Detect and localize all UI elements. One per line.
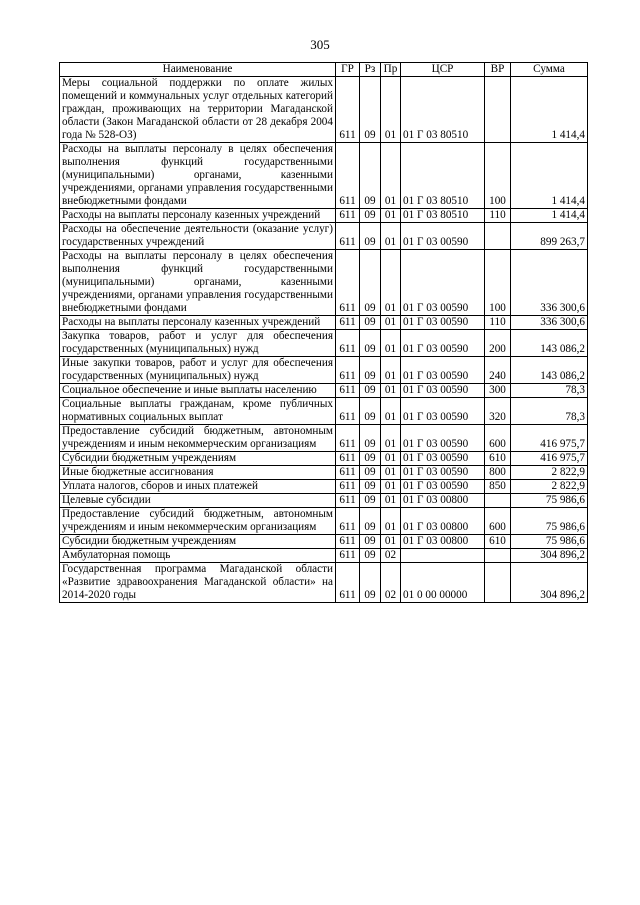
- cell-rz: 09: [360, 398, 381, 425]
- table-row: [60, 452, 588, 466]
- cell-sum: 336 300,6: [511, 250, 588, 316]
- cell-gr: 611: [336, 508, 360, 535]
- table-row: [60, 398, 588, 425]
- cell-rz: 09: [360, 330, 381, 357]
- cell-name: Расходы на обеспечение деятельности (оказание услуг) государственных учреждений: [60, 223, 336, 250]
- cell-csr: 01 Г 03 00590: [401, 357, 485, 384]
- cell-rz: 09: [360, 209, 381, 223]
- header-sum: Сумма: [511, 63, 588, 77]
- cell-name: Расходы на выплаты персоналу в целях обеспечения выполнения функций государственными (муниципальными) органами, казенными учреждениями, органами управления государственными внебюджетными фондами: [60, 250, 336, 316]
- cell-csr: 01 Г 03 00800: [401, 535, 485, 549]
- cell-pr: 01: [381, 357, 401, 384]
- cell-rz: 09: [360, 425, 381, 452]
- cell-vr: 800: [485, 466, 511, 480]
- budget-table: [59, 62, 588, 603]
- cell-pr: 02: [381, 563, 401, 603]
- cell-csr: 01 Г 03 00590: [401, 250, 485, 316]
- table-row: [60, 508, 588, 535]
- page-number: 305: [310, 37, 330, 52]
- cell-gr: 611: [336, 480, 360, 494]
- cell-name: Уплата налогов, сборов и иных платежей: [60, 480, 336, 494]
- cell-pr: 01: [381, 535, 401, 549]
- cell-gr: 611: [336, 250, 360, 316]
- cell-gr: 611: [336, 330, 360, 357]
- table-row: [60, 480, 588, 494]
- cell-name: Меры социальной поддержки по оплате жилых помещений и коммунальных услуг отдельных категорий граждан, проживающих на территории Магаданской области (Закон Магаданской области от 28 декабря 2004 года № 528-ОЗ): [60, 77, 336, 143]
- cell-sum: 304 896,2: [511, 563, 588, 603]
- cell-vr: 600: [485, 425, 511, 452]
- header-name: Наименование: [60, 63, 336, 77]
- cell-name: Иные бюджетные ассигнования: [60, 466, 336, 480]
- cell-name: Целевые субсидии: [60, 494, 336, 508]
- cell-sum: 304 896,2: [511, 549, 588, 563]
- table-row: [60, 223, 588, 250]
- cell-vr: [485, 223, 511, 250]
- cell-pr: 01: [381, 480, 401, 494]
- cell-vr: 240: [485, 357, 511, 384]
- cell-csr: 01 Г 03 00590: [401, 480, 485, 494]
- cell-pr: 01: [381, 143, 401, 209]
- header-csr: ЦСР: [401, 63, 485, 77]
- cell-pr: 01: [381, 384, 401, 398]
- cell-sum: 416 975,7: [511, 452, 588, 466]
- cell-csr: 01 Г 03 00800: [401, 508, 485, 535]
- cell-sum: 336 300,6: [511, 316, 588, 330]
- cell-vr: [485, 563, 511, 603]
- cell-gr: 611: [336, 425, 360, 452]
- cell-sum: 75 986,6: [511, 535, 588, 549]
- cell-name: Расходы на выплаты персоналу казенных учреждений: [60, 209, 336, 223]
- cell-vr: 600: [485, 508, 511, 535]
- cell-csr: 01 Г 03 00590: [401, 384, 485, 398]
- cell-pr: 01: [381, 466, 401, 480]
- cell-name: Социальные выплаты гражданам, кроме публичных нормативных социальных выплат: [60, 398, 336, 425]
- cell-sum: 78,3: [511, 384, 588, 398]
- cell-pr: 01: [381, 316, 401, 330]
- cell-pr: 01: [381, 398, 401, 425]
- cell-csr: 01 0 00 00000: [401, 563, 485, 603]
- cell-rz: 09: [360, 452, 381, 466]
- cell-gr: 611: [336, 77, 360, 143]
- cell-gr: 611: [336, 452, 360, 466]
- cell-gr: 611: [336, 563, 360, 603]
- cell-csr: [401, 549, 485, 563]
- cell-rz: 09: [360, 384, 381, 398]
- cell-csr: 01 Г 03 00590: [401, 316, 485, 330]
- cell-sum: 75 986,6: [511, 494, 588, 508]
- cell-gr: 611: [336, 466, 360, 480]
- cell-gr: 611: [336, 316, 360, 330]
- cell-name: Расходы на выплаты персоналу в целях обеспечения выполнения функций государственными (муниципальными) органами, казенными учреждениями, органами управления государственными внебюджетными фондами: [60, 143, 336, 209]
- cell-vr: 610: [485, 535, 511, 549]
- cell-pr: 01: [381, 425, 401, 452]
- cell-name: Амбулаторная помощь: [60, 549, 336, 563]
- cell-gr: 611: [336, 398, 360, 425]
- table-row: [60, 143, 588, 209]
- cell-pr: 01: [381, 250, 401, 316]
- cell-rz: 09: [360, 250, 381, 316]
- cell-sum: 2 822,9: [511, 466, 588, 480]
- cell-sum: 78,3: [511, 398, 588, 425]
- table-row: [60, 425, 588, 452]
- cell-name: Предоставление субсидий бюджетным, автономным учреждениям и иным некоммерческим организациям: [60, 425, 336, 452]
- table-row: [60, 250, 588, 316]
- table-row: [60, 494, 588, 508]
- cell-name: Закупка товаров, работ и услуг для обеспечения государственных (муниципальных) нужд: [60, 330, 336, 357]
- cell-pr: 01: [381, 223, 401, 250]
- cell-gr: 611: [336, 143, 360, 209]
- table-row: [60, 316, 588, 330]
- cell-pr: 01: [381, 494, 401, 508]
- cell-vr: 100: [485, 250, 511, 316]
- header-vr: ВР: [485, 63, 511, 77]
- header-rz: Рз: [360, 63, 381, 77]
- cell-vr: 300: [485, 384, 511, 398]
- table-row: [60, 535, 588, 549]
- cell-csr: 01 Г 03 80510: [401, 77, 485, 143]
- cell-pr: 01: [381, 330, 401, 357]
- cell-rz: 09: [360, 223, 381, 250]
- cell-sum: 416 975,7: [511, 425, 588, 452]
- cell-gr: 611: [336, 494, 360, 508]
- cell-csr: 01 Г 03 00590: [401, 452, 485, 466]
- cell-vr: 320: [485, 398, 511, 425]
- cell-gr: 611: [336, 209, 360, 223]
- cell-sum: 899 263,7: [511, 223, 588, 250]
- cell-csr: 01 Г 03 00590: [401, 398, 485, 425]
- cell-name: Субсидии бюджетным учреждениям: [60, 452, 336, 466]
- cell-rz: 09: [360, 316, 381, 330]
- table-row: [60, 77, 588, 143]
- cell-vr: [485, 494, 511, 508]
- cell-pr: 01: [381, 452, 401, 466]
- cell-sum: 1 414,4: [511, 143, 588, 209]
- table-row: [60, 209, 588, 223]
- cell-vr: 610: [485, 452, 511, 466]
- cell-csr: 01 Г 03 00590: [401, 223, 485, 250]
- cell-rz: 09: [360, 77, 381, 143]
- cell-name: Иные закупки товаров, работ и услуг для обеспечения государственных (муниципальных) нужд: [60, 357, 336, 384]
- table-row: [60, 549, 588, 563]
- header-pr: Пр: [381, 63, 401, 77]
- table-row: [60, 357, 588, 384]
- table-row: [60, 384, 588, 398]
- cell-csr: 01 Г 03 80510: [401, 143, 485, 209]
- cell-csr: 01 Г 03 00590: [401, 466, 485, 480]
- cell-sum: 143 086,2: [511, 357, 588, 384]
- cell-vr: [485, 77, 511, 143]
- cell-sum: 1 414,4: [511, 77, 588, 143]
- cell-gr: 611: [336, 223, 360, 250]
- cell-vr: 100: [485, 143, 511, 209]
- cell-pr: 01: [381, 77, 401, 143]
- cell-gr: 611: [336, 384, 360, 398]
- cell-sum: 1 414,4: [511, 209, 588, 223]
- cell-vr: 110: [485, 316, 511, 330]
- table-row: [60, 466, 588, 480]
- cell-rz: 09: [360, 549, 381, 563]
- header-gr: ГР: [336, 63, 360, 77]
- cell-gr: 611: [336, 535, 360, 549]
- cell-csr: 01 Г 03 00800: [401, 494, 485, 508]
- cell-rz: 09: [360, 480, 381, 494]
- cell-name: Социальное обеспечение и иные выплаты населению: [60, 384, 336, 398]
- cell-csr: 01 Г 03 80510: [401, 209, 485, 223]
- cell-sum: 2 822,9: [511, 480, 588, 494]
- cell-pr: 02: [381, 549, 401, 563]
- cell-csr: 01 Г 03 00590: [401, 425, 485, 452]
- cell-vr: 110: [485, 209, 511, 223]
- cell-gr: 611: [336, 357, 360, 384]
- cell-vr: [485, 549, 511, 563]
- header-row: [60, 63, 588, 77]
- cell-vr: 850: [485, 480, 511, 494]
- cell-pr: 01: [381, 508, 401, 535]
- cell-name: Субсидии бюджетным учреждениям: [60, 535, 336, 549]
- cell-sum: 143 086,2: [511, 330, 588, 357]
- cell-vr: 200: [485, 330, 511, 357]
- cell-pr: 01: [381, 209, 401, 223]
- cell-gr: 611: [336, 549, 360, 563]
- cell-rz: 09: [360, 494, 381, 508]
- cell-rz: 09: [360, 563, 381, 603]
- cell-rz: 09: [360, 143, 381, 209]
- cell-rz: 09: [360, 466, 381, 480]
- cell-rz: 09: [360, 508, 381, 535]
- cell-rz: 09: [360, 357, 381, 384]
- table-row: [60, 330, 588, 357]
- table-row: [60, 563, 588, 603]
- cell-name: Государственная программа Магаданской области «Развитие здравоохранения Магаданской области» на 2014-2020 годы: [60, 563, 336, 603]
- cell-name: Расходы на выплаты персоналу казенных учреждений: [60, 316, 336, 330]
- cell-csr: 01 Г 03 00590: [401, 330, 485, 357]
- cell-rz: 09: [360, 535, 381, 549]
- cell-name: Предоставление субсидий бюджетным, автономным учреждениям и иным некоммерческим организациям: [60, 508, 336, 535]
- cell-sum: 75 986,6: [511, 508, 588, 535]
